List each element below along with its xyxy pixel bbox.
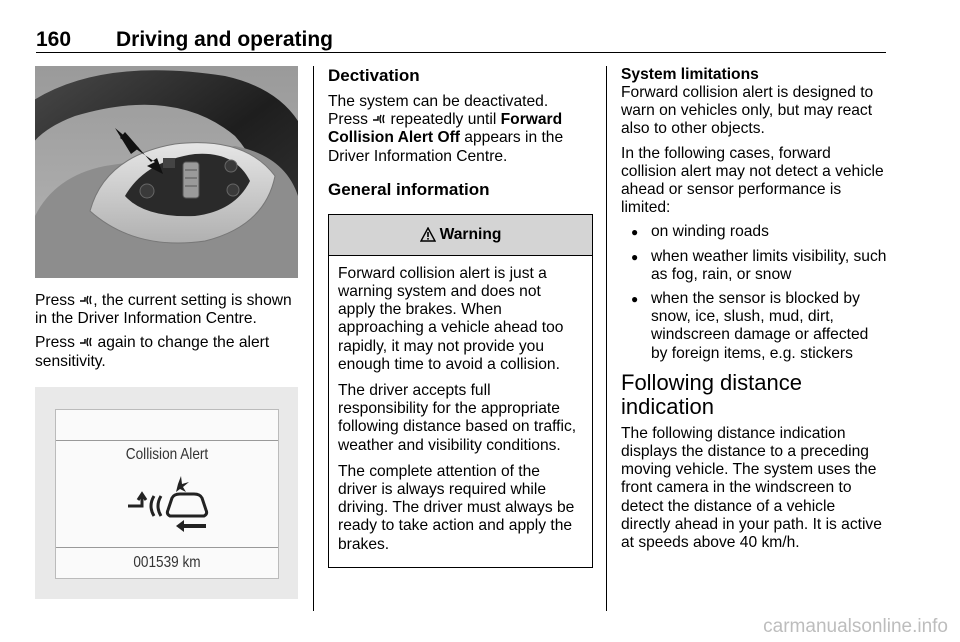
deactivation-heading: Dectivation	[328, 66, 420, 85]
page-number: 160	[36, 28, 72, 51]
warning-body	[329, 256, 592, 567]
display-top-band	[56, 410, 278, 441]
display-screen	[55, 409, 279, 579]
forward-collision-alert-icon	[79, 336, 93, 348]
forward-collision-alert-icon	[79, 294, 93, 306]
column-divider-2	[606, 66, 607, 611]
collision-alert-symbol-icon	[124, 476, 214, 536]
list-item: ● when weather limits visibility, such as fog, rain, or snow	[621, 248, 888, 284]
deactivation-paragraph: The system can be deactivated. Press repeatedly until Forward Collision Alert Off appears in the Driver Information Centre.	[328, 93, 564, 165]
warning-header	[329, 215, 592, 256]
list-item: ● when the sensor is blocked by snow, ice, slush, mud, dirt, windscreen damage or affected by foreign items, e.g. stickers	[621, 290, 888, 363]
list-item: ● on winding roads	[621, 223, 888, 241]
warning-paragraph: Forward collision alert is just a warning system and does not apply the brakes. When approaching a vehicle ahead too rapidly, it may not provide you enough time to avoid a collision.	[338, 264, 564, 373]
general-information-heading: General information	[328, 179, 490, 199]
forward-collision-alert-icon	[372, 113, 386, 125]
display-title: Collision Alert	[125, 445, 209, 463]
press-button-paragraph: Press , the current setting is shown in the Driver Information Centre.	[35, 292, 292, 328]
system-limitations-heading: System limitations	[621, 66, 759, 83]
column-divider-1	[313, 66, 314, 611]
warning-paragraph: The complete attention of the driver is always required while driving. The driver must always be ready to take action and apply the brakes.	[338, 462, 575, 553]
following-distance-heading: Following distance indication	[621, 369, 802, 419]
warning-title: Warning	[439, 225, 502, 243]
warning-box	[328, 214, 593, 568]
steering-wheel-photo	[35, 66, 298, 278]
warning-paragraph: The driver accepts full responsibility for the appropriate following distance based on traffic, weather and visibility conditions.	[338, 382, 577, 454]
warning-triangle-icon	[420, 227, 436, 242]
limitations-paragraph: Forward collision alert is designed to warn on vehicles only, but may react also to other objects.	[621, 84, 874, 138]
odometer-readout: 001539 km	[133, 553, 201, 571]
following-distance-paragraph: The following distance indication displays the distance to a preceding moving vehicle. The system uses the front camera in the windscreen to detect the distance of a vehicle directly ahead in your path. It is active at speeds above 40 km/h.	[621, 424, 882, 552]
steering-wheel-illustration	[35, 66, 298, 278]
column-2	[328, 66, 593, 568]
page-header	[36, 26, 886, 53]
column-3	[621, 66, 888, 558]
column-1	[35, 66, 298, 599]
chapter-title: Driving and operating	[116, 28, 334, 51]
conditions-paragraph: In the following cases, forward collision alert may not detect a vehicle ahead or sensor performance is limited:	[621, 144, 884, 217]
watermark: carmanualsonline.info	[763, 616, 948, 637]
limitations-list	[621, 223, 888, 362]
driver-info-display	[35, 387, 298, 599]
press-again-paragraph: Press again to change the alert sensitivity.	[35, 334, 270, 370]
